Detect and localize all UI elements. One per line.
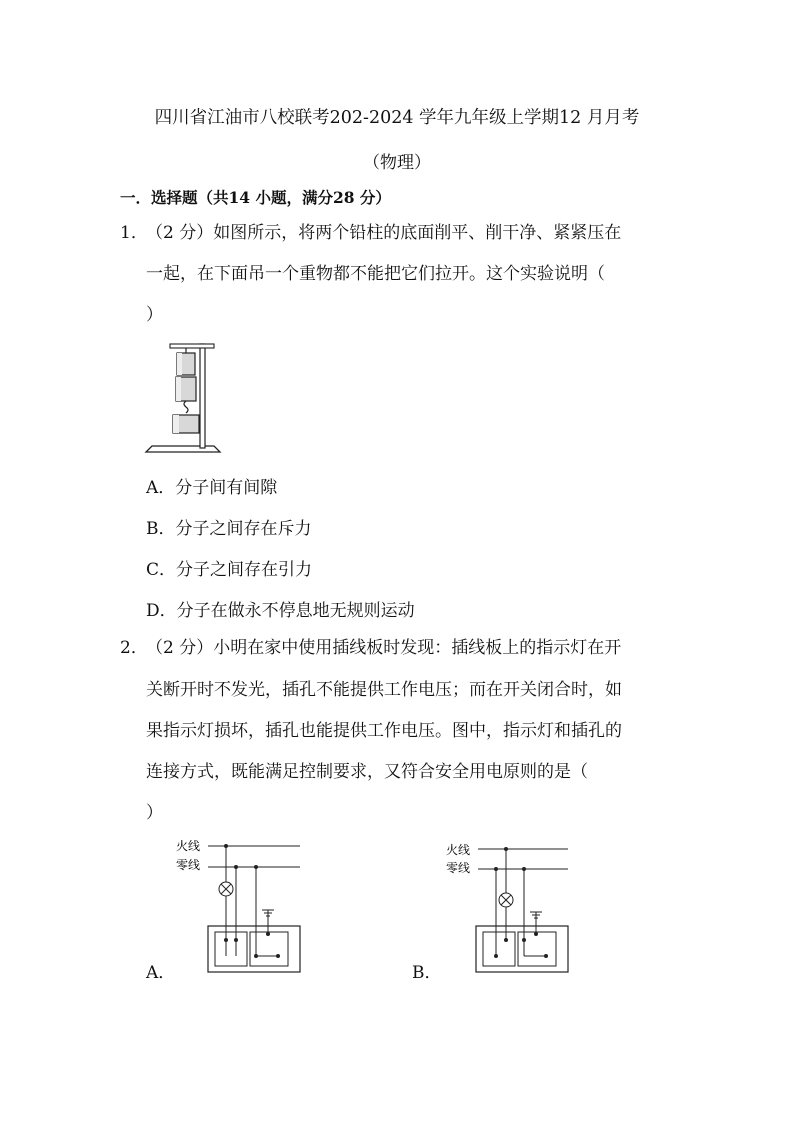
section-heading: 一．选择题（共14 小题，满分28 分） (120, 188, 391, 207)
q1-option-c: C．分子之间存在引力 (146, 560, 313, 580)
live-wire-label-b: 火线 (446, 843, 471, 857)
q1-line-1: （2 分）如图所示，将两个铅柱的底面削平、削干净、紧紧压在 (146, 223, 622, 243)
q2-line-2: 关断开时不发光，插孔不能提供工作电压；而在开关闭合时，如 (146, 680, 622, 700)
q1-option-d: D．分子在做永不停息地无规则运动 (146, 601, 415, 621)
q2-line-1: （2 分）小明在家中使用插线板时发现：插线板上的指示灯在开 (146, 638, 622, 658)
q2-option-b: B． (412, 963, 442, 983)
page-subtitle: （物理） (363, 153, 431, 173)
page-title: 四川省江油市八校联考202-2024 学年九年级上学期12 月月考 (154, 108, 640, 128)
circuit-diagram-a (170, 836, 310, 976)
q2-line-4: 连接方式，既能满足控制要求，又符合安全用电原则的是（ (146, 762, 588, 782)
neutral-wire-label-b: 零线 (446, 861, 471, 875)
neutral-wire-label-a: 零线 (176, 858, 201, 872)
q2-number: 2． (120, 638, 148, 658)
q1-line-3: ） (146, 305, 163, 325)
q1-line-2: 一起，在下面吊一个重物都不能把它们拉开。这个实验说明（ (146, 264, 605, 284)
circuit-diagram-b (440, 836, 580, 976)
q2-option-a: A． (146, 963, 176, 983)
q1-number: 1． (120, 223, 148, 243)
lead-cylinder-figure (140, 336, 230, 456)
live-wire-label-a: 火线 (176, 839, 201, 853)
q2-line-3: 果指示灯损坏，插孔也能提供工作电压。图中，指示灯和插孔的 (146, 721, 622, 741)
q1-option-b: B．分子之间存在斥力 (146, 519, 312, 539)
q2-line-5: ） (146, 803, 163, 823)
q1-option-a: A．分子间有间隙 (146, 478, 278, 498)
